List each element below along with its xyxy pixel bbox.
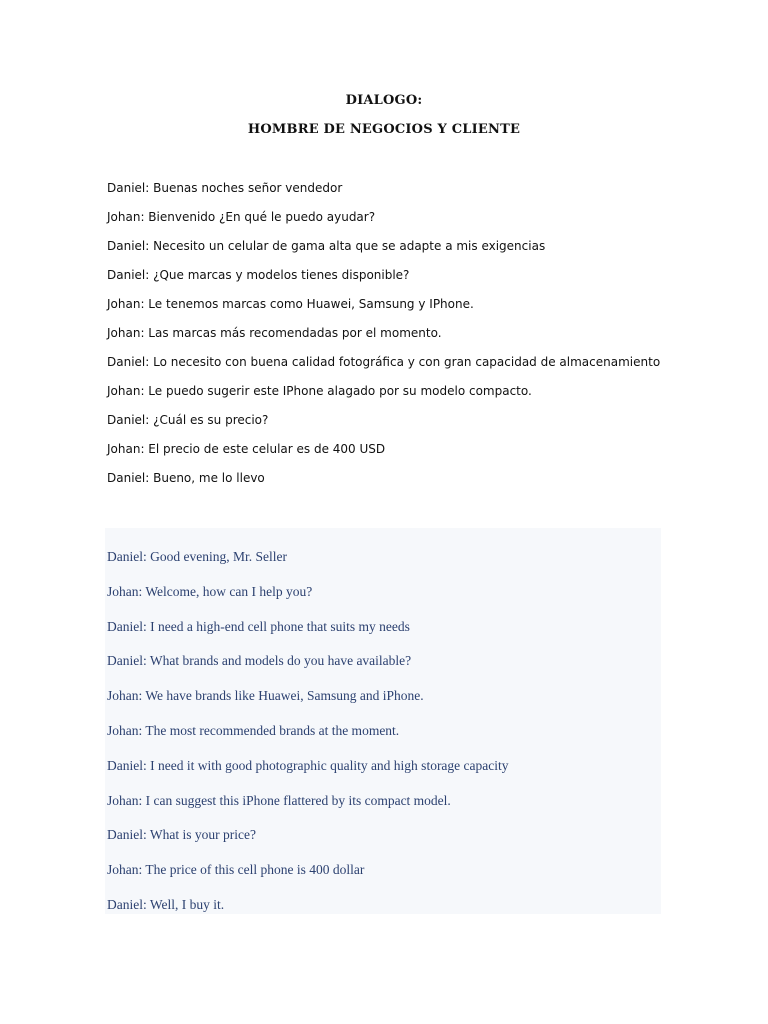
dialogue-line: Daniel: ¿Que marcas y modelos tienes disponible? (107, 268, 410, 282)
translation-line: Daniel: I need a high-end cell phone that suits my needs (107, 618, 410, 634)
translation-line: Johan: The price of this cell phone is 400 dollar (107, 862, 365, 878)
translation-line: Daniel: Good evening, Mr. Seller (107, 549, 287, 564)
translation-line: Johan: The most recommended brands at the moment. (107, 722, 400, 738)
translation-line: Johan: I can suggest this iPhone flattered by its compact model. (107, 792, 451, 808)
translation-line: Johan: Welcome, how can I help you? (107, 583, 313, 599)
translation-line: Daniel: I need it with good photographic quality and high storage capacity (107, 757, 509, 773)
dialogue-line: Johan: El precio de este celular es de 400 USD (107, 442, 386, 456)
dialogue-line: Daniel: Lo necesito con buena calidad fotográfica y con gran capacidad de almacenamiento (107, 355, 661, 369)
spanish-dialogue (107, 180, 707, 499)
document-title: DIALOGO: (345, 93, 423, 108)
dialogue-line: Daniel: Bueno, me lo llevo (107, 471, 265, 485)
translation-line: Daniel: Well, I buy it. (107, 896, 225, 912)
dialogue-line: Daniel: Buenas noches señor vendedor (107, 181, 343, 195)
dialogue-line: Daniel: Necesito un celular de gama alta que se adapte a mis exigencias (107, 239, 546, 253)
dialogue-line: Johan: Bienvenido ¿En qué le puedo ayudar? (107, 210, 376, 224)
dialogue-line: Johan: Le tenemos marcas como Huawei, Samsung y IPhone. (107, 297, 474, 311)
document-subtitle: HOMBRE DE NEGOCIOS Y CLIENTE (247, 122, 521, 137)
translation-line: Johan: We have brands like Huawei, Samsung and iPhone. (107, 688, 424, 704)
dialogue-line: Johan: Las marcas más recomendadas por el momento. (107, 326, 442, 340)
english-dialogue (107, 548, 657, 931)
translation-line: Daniel: What is your price? (107, 827, 256, 843)
translation-line: Daniel: What brands and models do you have available? (107, 653, 412, 669)
dialogue-line: Johan: Le puedo sugerir este IPhone alagado por su modelo compacto. (107, 384, 532, 398)
dialogue-line: Daniel: ¿Cuál es su precio? (107, 413, 269, 427)
